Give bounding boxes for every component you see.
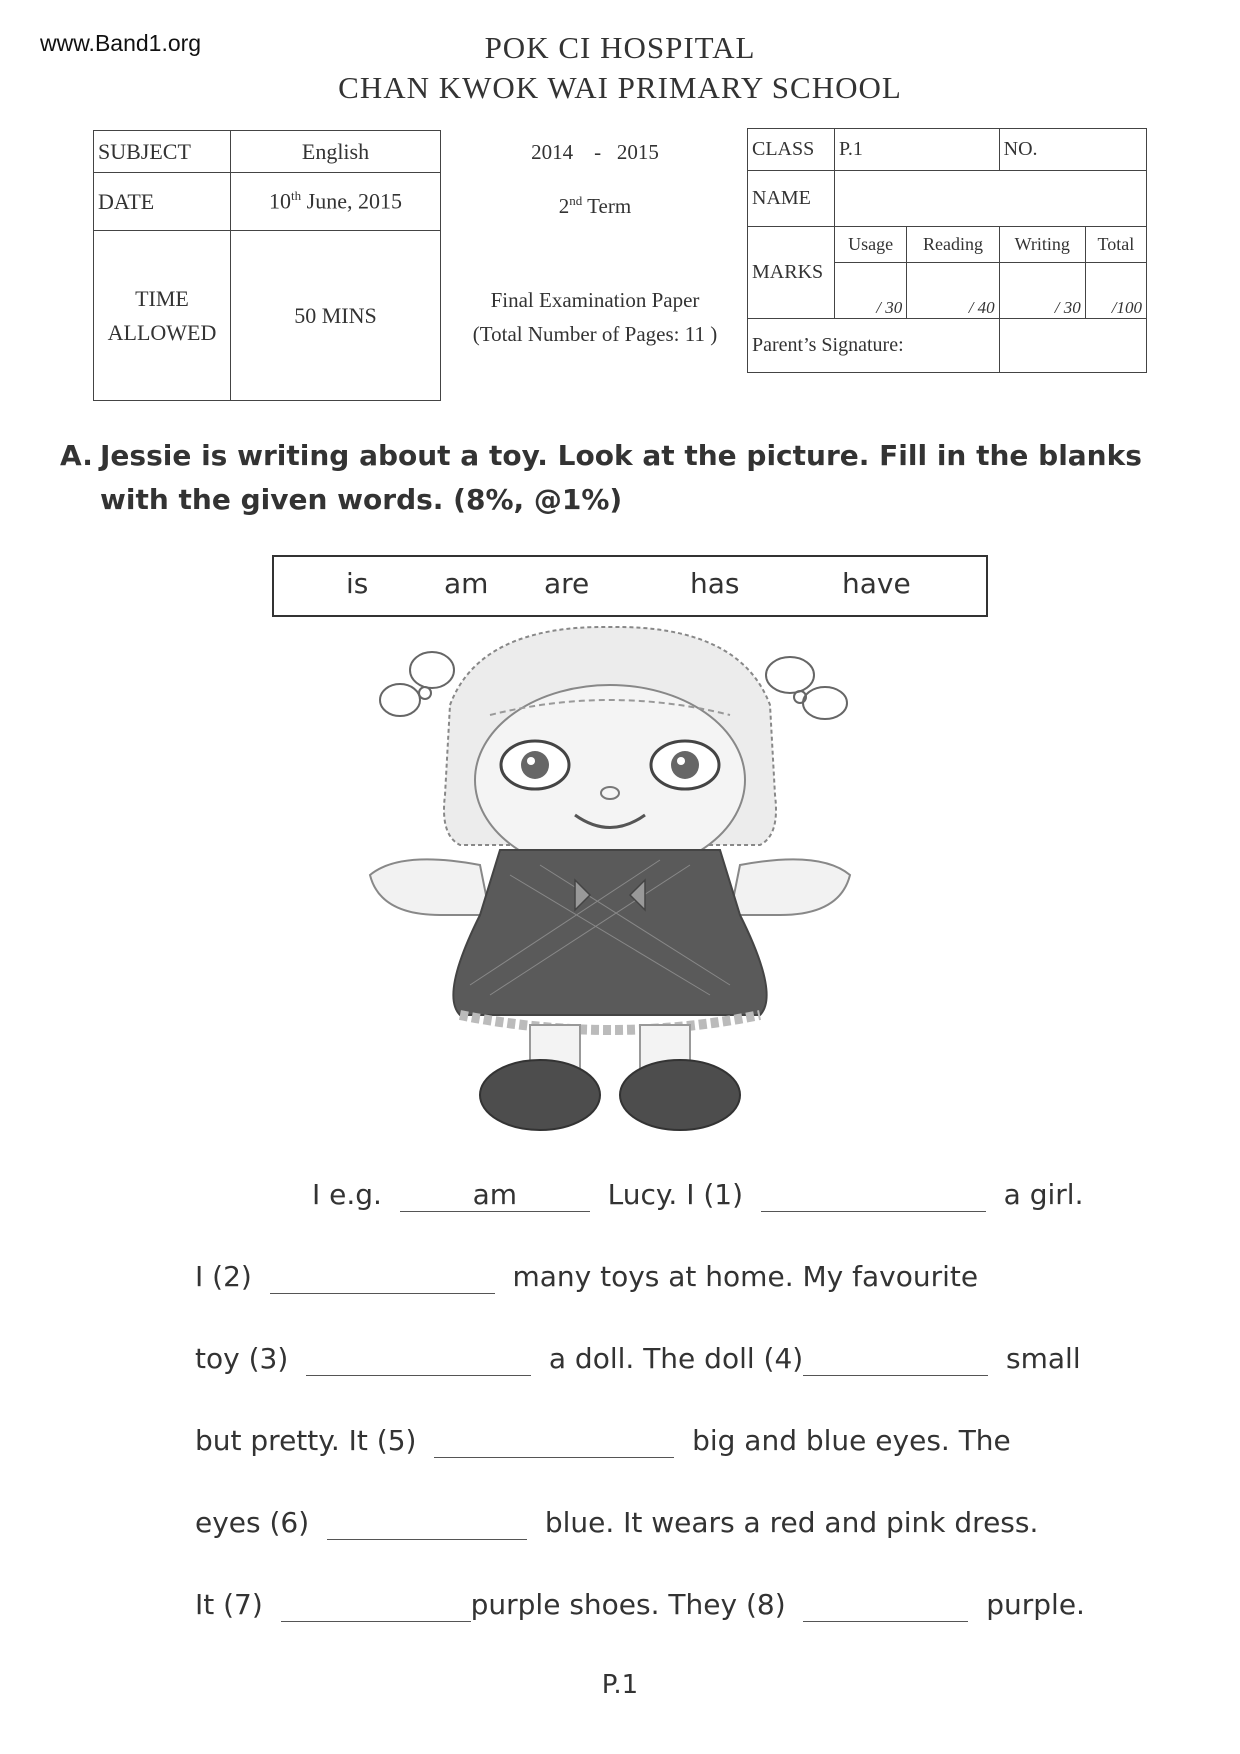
doll-right-arm bbox=[730, 859, 850, 915]
reading-max: / 40 bbox=[907, 263, 999, 319]
blank-4[interactable] bbox=[803, 1342, 988, 1376]
doll-left-shoe bbox=[480, 1060, 600, 1130]
total-pages: (Total Number of Pages: 11 ) bbox=[472, 322, 718, 346]
section-a-instruction: Jessie is writing about a toy. Look at the picture. Fill in the blanks with the given words. (8%, @1%) bbox=[100, 439, 1142, 516]
passage-line-5: eyes (6) blue. It wears a red and pink dress. bbox=[195, 1506, 1039, 1539]
date-label: DATE bbox=[94, 173, 231, 231]
parent-signature-label: Parent’s Signature: bbox=[748, 319, 1000, 373]
word-has: has bbox=[690, 567, 740, 600]
doll-dress bbox=[453, 850, 766, 1015]
marks-label: MARKS bbox=[748, 227, 835, 319]
hospital-title: POK CI HOSPITAL bbox=[484, 30, 756, 65]
subject-label: SUBJECT bbox=[94, 131, 231, 173]
doll-left-arm bbox=[370, 859, 490, 915]
name-field bbox=[835, 171, 1147, 227]
paper-title: Final Examination Paper bbox=[490, 288, 700, 312]
marks-table bbox=[747, 128, 1147, 373]
doll-right-shoe bbox=[620, 1060, 740, 1130]
date-value: 10th June, 2015 bbox=[231, 173, 441, 231]
word-are: are bbox=[544, 567, 590, 600]
blank-3[interactable] bbox=[306, 1342, 531, 1376]
passage-line-6: It (7) purple shoes. They (8) purple. bbox=[195, 1588, 1085, 1621]
student-number-field: NO. bbox=[999, 129, 1146, 171]
website-watermark: www.Band1.org bbox=[40, 30, 202, 56]
word-am: am bbox=[444, 567, 489, 600]
section-a-letter: A. bbox=[60, 439, 93, 472]
usage-header: Usage bbox=[835, 227, 907, 263]
time-allowed-value: 50 MINS bbox=[231, 231, 441, 401]
blank-8[interactable] bbox=[803, 1588, 968, 1622]
blank-7[interactable] bbox=[281, 1588, 471, 1622]
total-max: /100 bbox=[1085, 263, 1146, 319]
reading-header: Reading bbox=[907, 227, 999, 263]
time-allowed-label: TIME ALLOWED bbox=[94, 231, 231, 401]
subject-value: English bbox=[231, 131, 441, 173]
class-label: CLASS bbox=[748, 129, 835, 171]
school-year: 2014 - 2015 bbox=[531, 140, 659, 164]
word-bank bbox=[272, 555, 988, 617]
doll-illustration bbox=[360, 615, 860, 1145]
passage-line-3: toy (3) a doll. The doll (4) small bbox=[195, 1342, 1081, 1375]
exam-info-table bbox=[93, 130, 441, 401]
usage-max: / 30 bbox=[835, 263, 907, 319]
blank-1[interactable] bbox=[761, 1178, 986, 1212]
blank-2[interactable] bbox=[270, 1260, 495, 1294]
name-label: NAME bbox=[748, 171, 835, 227]
word-have: have bbox=[842, 567, 911, 600]
parent-signature-field bbox=[999, 319, 1146, 373]
page-number: P.1 bbox=[601, 1670, 639, 1700]
left-bow bbox=[380, 652, 454, 716]
passage-line-2: I (2) many toys at home. My favourite bbox=[195, 1260, 979, 1293]
right-bow bbox=[766, 657, 847, 719]
total-header: Total bbox=[1085, 227, 1146, 263]
passage-line-1: I e.g. am Lucy. I (1) a girl. bbox=[312, 1178, 1084, 1211]
writing-max: / 30 bbox=[999, 263, 1085, 319]
example-answer: am bbox=[400, 1178, 590, 1212]
word-is: is bbox=[346, 567, 369, 600]
class-value: P.1 bbox=[835, 129, 1000, 171]
school-title: CHAN KWOK WAI PRIMARY SCHOOL bbox=[338, 70, 902, 105]
writing-header: Writing bbox=[999, 227, 1085, 263]
blank-6[interactable] bbox=[327, 1506, 527, 1540]
term: 2nd Term bbox=[558, 193, 632, 218]
blank-5[interactable] bbox=[434, 1424, 674, 1458]
passage-line-4: but pretty. It (5) big and blue eyes. The bbox=[195, 1424, 1011, 1457]
